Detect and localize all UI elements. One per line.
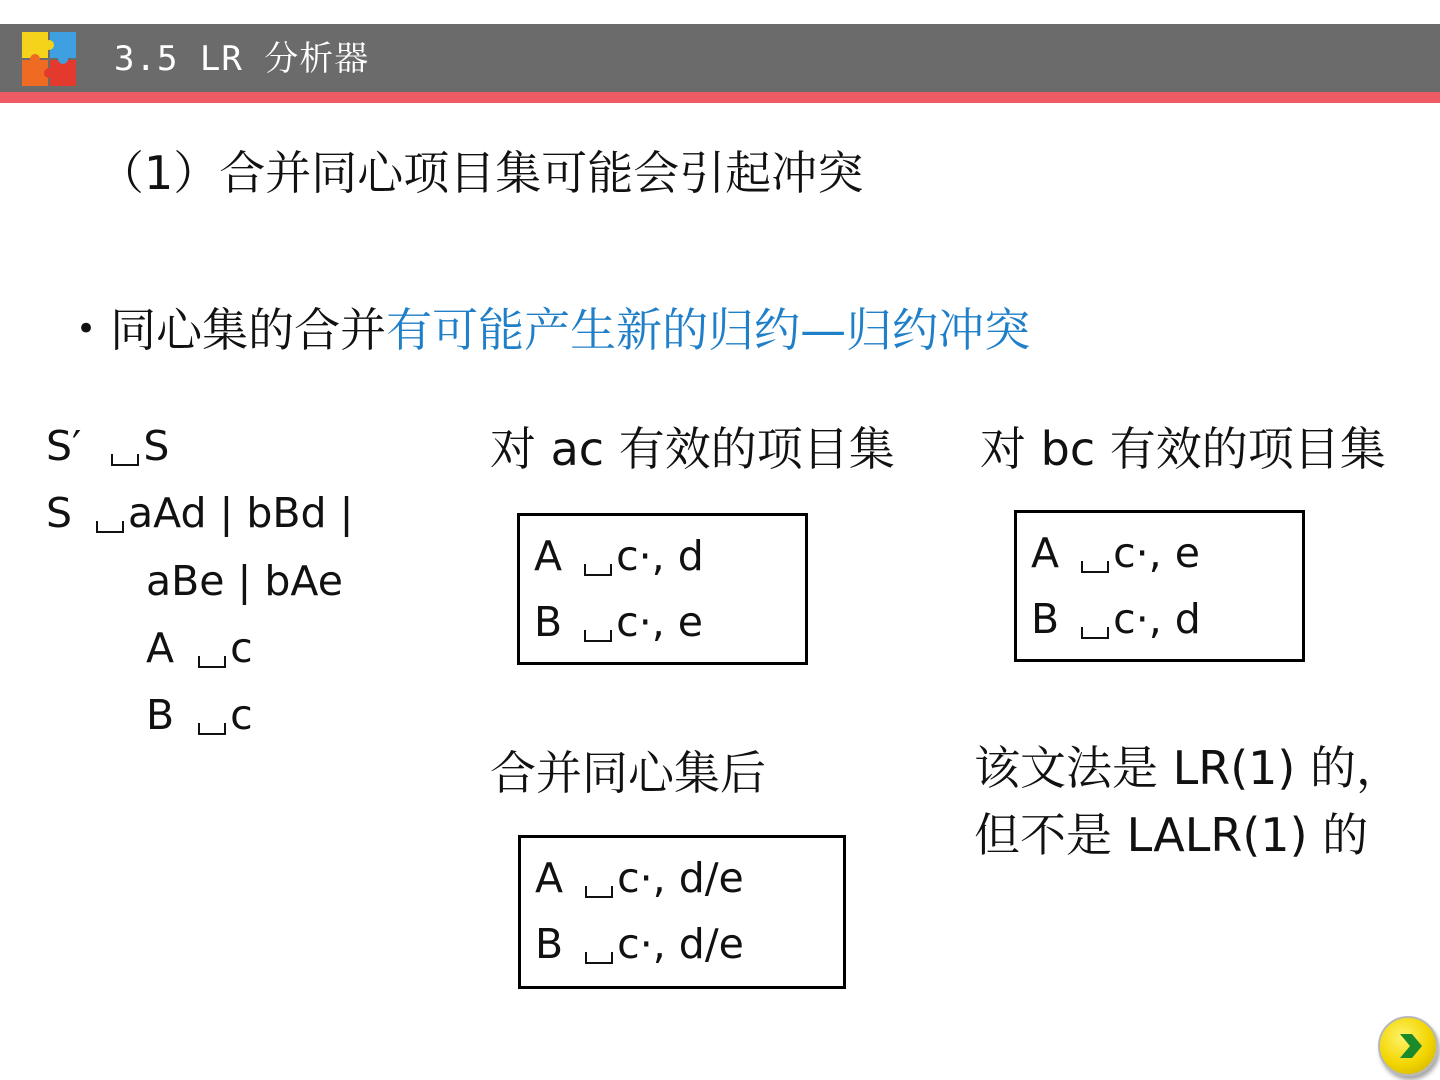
production-rhs: c [230,624,253,672]
item-lookahead: , e [1148,529,1200,577]
production-rhs: S [143,422,170,470]
item-lookahead: , d [1148,595,1201,643]
merged-item-set-box [518,835,846,989]
production-lhs: A [146,624,175,672]
bullet-highlight: 有可能产生新的归约—归约冲突 [386,303,1031,357]
slide-title: 3.5 LR 分析器 [114,39,370,79]
item-lookahead: , d/e [652,920,744,968]
dot-marker-icon: · [638,598,652,646]
production-lhs: S′ [46,422,82,470]
item-line [535,918,744,970]
title-accent-stripe [0,92,1440,103]
item-line [1031,527,1200,579]
item-lookahead: , e [651,598,704,646]
production-rhs: c [230,691,253,739]
dot-marker-icon: · [1135,595,1149,643]
production-1 [46,487,353,539]
bullet-dot-icon: • [76,309,97,349]
arrow-icon [198,656,226,668]
item-lookahead: , d/e [652,854,744,902]
production-0 [46,420,169,472]
item-rhs: c [616,532,639,580]
dot-marker-icon: · [639,854,653,902]
dot-marker-icon: · [638,532,652,580]
arrow-icon [585,952,613,964]
production-rhs: aBe | bAe [146,557,343,605]
arrow-icon [198,723,226,735]
arrow-icon [585,886,613,898]
conclusion-line-2: 但不是 LALR(1) 的 [974,808,1369,862]
item-rhs: c [1113,529,1136,577]
item-rhs: c [616,598,639,646]
item-rhs: c [617,920,640,968]
item-lhs: A [535,854,564,902]
item-lhs: B [1031,595,1060,643]
arrow-icon [1081,561,1109,573]
dot-marker-icon: · [1135,529,1149,577]
arrow-icon [1081,627,1109,639]
item-lhs: A [1031,529,1060,577]
bullet-point [76,298,1030,361]
ac-item-set-box [517,513,808,665]
item-lhs: A [534,532,563,580]
production-lhs: S [46,489,73,537]
arrow-icon [96,521,124,533]
arrow-icon [584,630,612,642]
item-line [535,852,744,904]
bc-item-set-box [1014,510,1305,662]
item-line [534,530,704,582]
bullet-prefix: 同心集的合并 [110,303,387,357]
production-2 [146,555,343,607]
arrow-icon [111,454,139,466]
puzzle-logo-icon [20,30,78,88]
dot-marker-icon: · [639,920,653,968]
item-rhs: c [617,854,640,902]
item-lhs: B [534,598,563,646]
conclusion-line-1: 该文法是 LR(1) 的， [974,741,1402,795]
bc-items-caption: 对 bc 有效的项目集 [980,422,1386,476]
item-rhs: c [1113,595,1136,643]
next-slide-button[interactable] [1378,1016,1438,1076]
item-lhs: B [535,920,564,968]
production-rhs: aAd | bBd | [128,489,354,537]
item-lookahead: , d [651,532,704,580]
production-3 [146,622,253,674]
section-heading: （1）合并同心项目集可能会引起冲突 [98,146,864,200]
item-line [1031,593,1201,645]
ac-items-caption: 对 ac 有效的项目集 [490,422,895,476]
next-arrow-icon [1380,1018,1436,1074]
merged-caption: 合并同心集后 [490,746,766,800]
arrow-icon [584,564,612,576]
production-4 [146,689,253,741]
item-line [534,596,703,648]
production-lhs: B [146,691,175,739]
